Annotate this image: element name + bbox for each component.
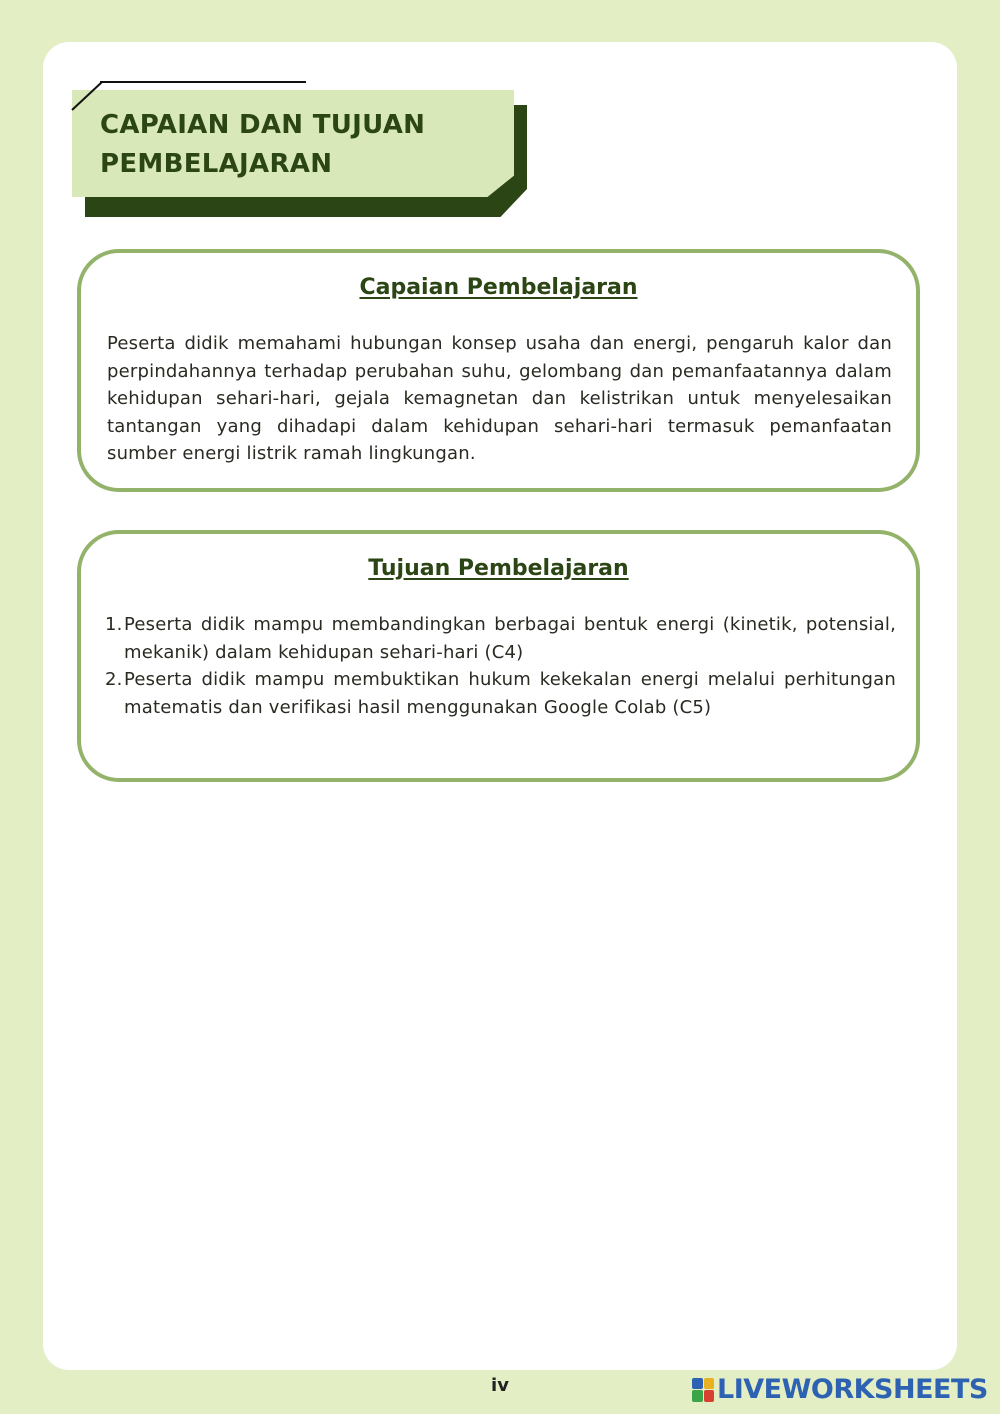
liveworksheets-logo[interactable] bbox=[692, 1374, 988, 1405]
list-item-text: Peserta didik mampu membuktikan hukum kekekalan energi melalui perhitungan matematis dan verifikasi hasil menggunakan Google Colab (C5) bbox=[124, 669, 896, 718]
capaian-body: Peserta didik memahami hubungan konsep usaha dan energi, pengaruh kalor dan perpindahannya terhadap perubahan suhu, gelombang dan pemanfaatannya dalam kehidupan sehari-hari, gejala kemagnetan dan kelistrikan untuk menyelesaikan tantangan yang dihadapi dalam kehidupan sehari-hari termasuk pemanfaatan sumber energi listrik ramah lingkungan. bbox=[107, 333, 892, 465]
capaian-card bbox=[77, 249, 920, 492]
page-title-line1: CAPAIAN DAN TUJUAN bbox=[100, 110, 426, 140]
tujuan-card bbox=[77, 530, 920, 782]
liveworksheets-icon bbox=[692, 1378, 714, 1402]
list-item-number: 2. bbox=[105, 669, 123, 691]
tujuan-list bbox=[105, 611, 896, 721]
page-title-line2: PEMBELAJARAN bbox=[100, 149, 333, 179]
list-item-text: Peserta didik mampu membandingkan berbagai bentuk energi (kinetik, potensial, mekanik) dalam kehidupan sehari-hari (C4) bbox=[124, 614, 896, 663]
page-title bbox=[100, 106, 500, 184]
list-item bbox=[105, 666, 896, 721]
list-item-number: 1. bbox=[105, 614, 123, 635]
tujuan-heading: Tujuan Pembelajaran bbox=[368, 556, 629, 581]
capaian-heading: Capaian Pembelajaran bbox=[359, 275, 638, 300]
title-decor-line bbox=[100, 81, 306, 83]
liveworksheets-brand: LIVEWORKSHEETS bbox=[717, 1374, 988, 1405]
page-number: iv bbox=[491, 1375, 509, 1396]
list-item bbox=[105, 611, 896, 666]
